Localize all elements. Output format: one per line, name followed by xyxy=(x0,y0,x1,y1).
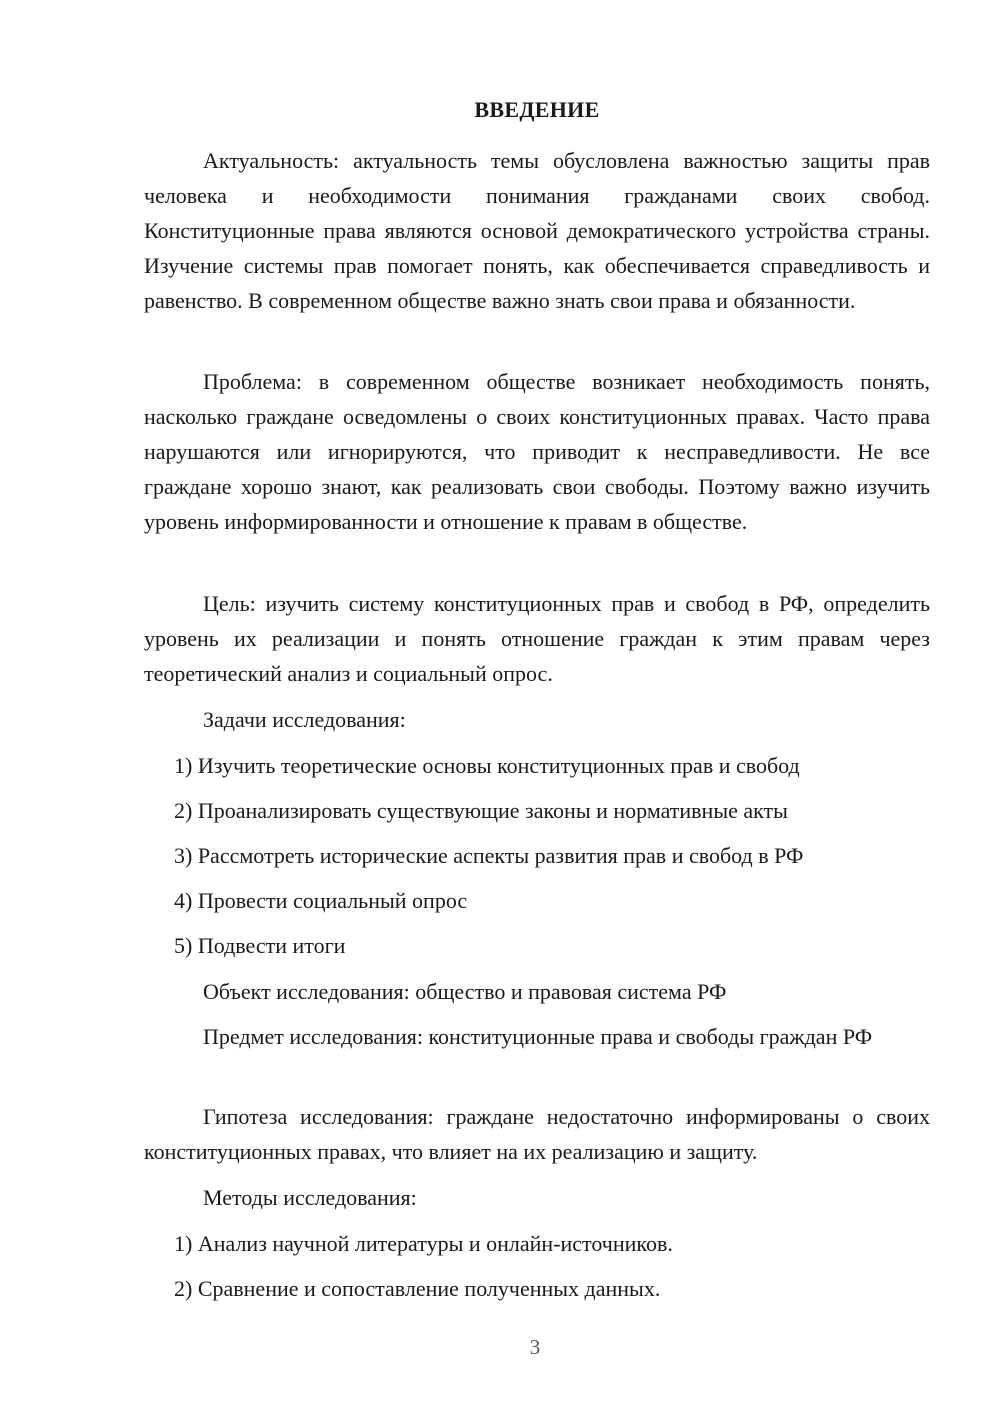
page-title: ВВЕДЕНИЕ xyxy=(474,97,600,122)
paragraph-object: Объект исследования: общество и правовая система РФ xyxy=(203,979,727,1004)
paragraph-relevance: Актуальность: актуальность темы обусловлена важностью защиты прав человека и необходимости понимания гражданами своих свобод. Конституционные права являются основой демократического устройства страны. Изучение системы прав помогает понять, как обеспечивается справедливость и равенство. В современном обществе важно знать свои права и обязанности. xyxy=(144,148,930,313)
method-item-1: 1) Анализ научной литературы и онлайн-источников. xyxy=(174,1231,673,1256)
task-item-4: 4) Провести социальный опрос xyxy=(174,888,468,913)
task-item-3: 3) Рассмотреть исторические аспекты развития прав и свобод в РФ xyxy=(174,843,804,868)
task-item-5: 5) Подвести итоги xyxy=(174,933,346,958)
tasks-heading: Задачи исследования: xyxy=(203,707,406,732)
paragraph-problem: Проблема: в современном обществе возникает необходимость понять, насколько граждане осведомлены о своих конституционных правах. Часто права нарушаются или игнорируются, что приводит к несправедливости. Не все граждане хорошо знают, как реализовать свои свободы. Поэтому важно изучить уровень информированности и отношение к правам в обществе. xyxy=(144,369,930,534)
paragraph-subject: Предмет исследования: конституционные права и свободы граждан РФ xyxy=(203,1024,873,1049)
task-item-1: 1) Изучить теоретические основы конституционных прав и свобод xyxy=(174,753,800,778)
page-number: 3 xyxy=(529,1335,541,1359)
paragraph-hypothesis: Гипотеза исследования: граждане недостаточно информированы о своих конституционных правах, что влияет на их реализацию и защиту. xyxy=(144,1104,930,1164)
method-item-2: 2) Сравнение и сопоставление полученных данных. xyxy=(174,1276,661,1301)
methods-heading: Методы исследования: xyxy=(203,1185,417,1210)
paragraph-goal: Цель: изучить систему конституционных прав и свобод в РФ, определить уровень их реализации и понять отношение граждан к этим правам через теоретический анализ и социальный опрос. xyxy=(144,591,930,686)
task-item-2: 2) Проанализировать существующие законы и нормативные акты xyxy=(174,798,788,823)
